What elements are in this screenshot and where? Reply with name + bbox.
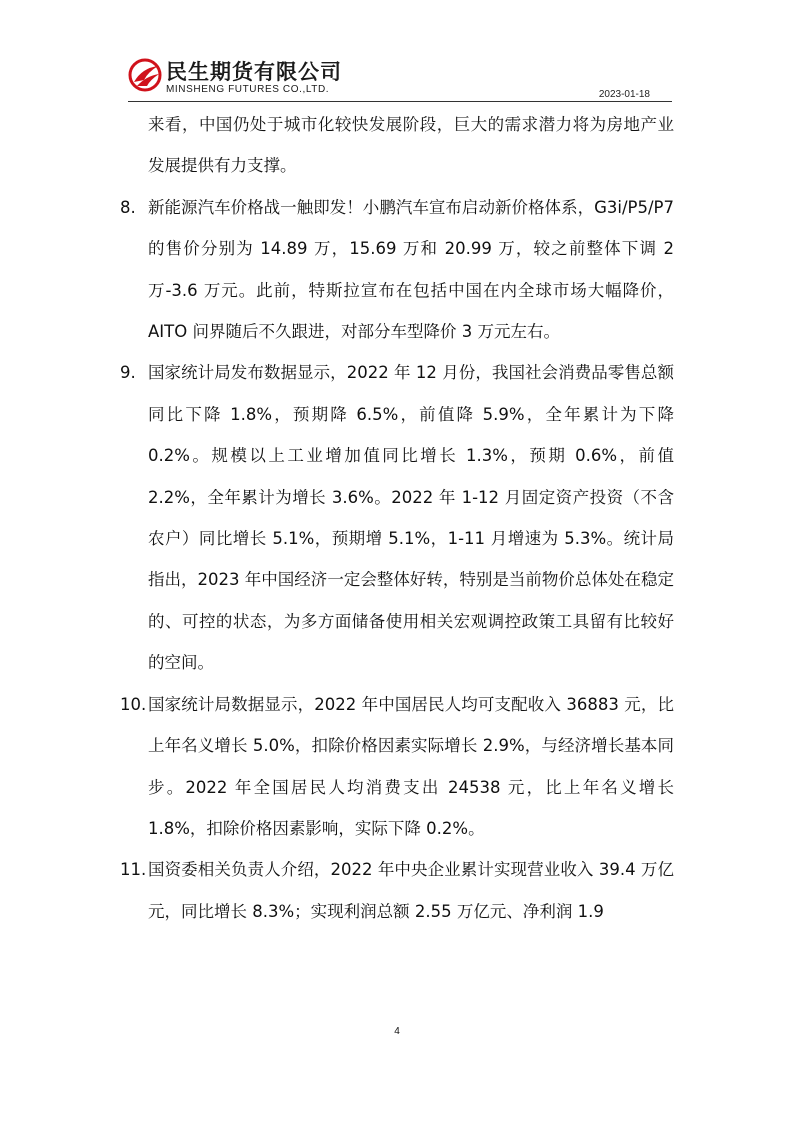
item-text: 国资委相关负责人介绍，2022 年中央企业累计实现营业收入 39.4 万亿元，同比增长 8.3%；实现利润总额 2.55 万亿元、净利润 1.9 bbox=[148, 860, 674, 921]
item-text: 国家统计局发布数据显示，2022 年 12 月份，我国社会消费品零售总额同比下降 1.8%，预期降 6.5%，前值降 5.9%，全年累计为下降 0.2%。规模以上工业增加值同比增长 1.3%，预期 0.6%，前值 2.2%，全年累计为增长 3.6%。2022 年 1-12 月固定资产投资（不含农户）同比增长 5.1%，预期增 5.1%，1-11 月增速为 5.3%。统计局指出，2023 年中国经济一定会整体好转，特别是当前物价总体处在稳定的、可控的状态，为多方面储备使用相关宏观调控政策工具留有比较好的空间。 bbox=[148, 363, 674, 673]
list-item bbox=[120, 352, 674, 683]
list-item bbox=[120, 684, 674, 850]
item-number: 11. bbox=[120, 860, 147, 880]
item-number: 10. bbox=[120, 694, 147, 714]
logo-chinese-name: 民生期货有限公司 bbox=[166, 60, 342, 84]
report-date: 2023-01-18 bbox=[598, 89, 650, 100]
news-list bbox=[120, 104, 674, 932]
item-text: 国家统计局数据显示，2022 年中国居民人均可支配收入 36883 元，比上年名义增长 5.0%，扣除价格因素实际增长 2.9%，与经济增长基本同步。2022 年全国居民人均消费支出 24538 元，比上年名义增长 1.8%，扣除价格因素影响，实际下降 0.2%。 bbox=[148, 694, 674, 838]
item-number: 8. bbox=[120, 197, 136, 217]
list-item bbox=[120, 187, 674, 353]
header-divider bbox=[128, 101, 672, 102]
page-number: 4 bbox=[394, 1026, 400, 1037]
minsheng-logo-icon bbox=[128, 58, 162, 92]
list-item bbox=[120, 849, 674, 932]
continued-paragraph: 来看，中国仍处于城市化较快发展阶段，巨大的需求潜力将为房地产业发展提供有力支撑。 bbox=[148, 115, 674, 176]
company-logo bbox=[128, 56, 378, 100]
item-text: 新能源汽车价格战一触即发！小鹏汽车宣布启动新价格体系，G3i/P5/P7 的售价分别为 14.89 万，15.69 万和 20.99 万，较之前整体下调 2 万-3.6 万元。此前，特斯拉宣布在包括中国在内全球市场大幅降价，AITO 问界随后不久跟进，对部分车型降价 3 万元左右。 bbox=[148, 197, 674, 342]
logo-english-name: MINSHENG FUTURES CO.,LTD. bbox=[166, 84, 330, 95]
item-number: 9. bbox=[120, 363, 136, 383]
